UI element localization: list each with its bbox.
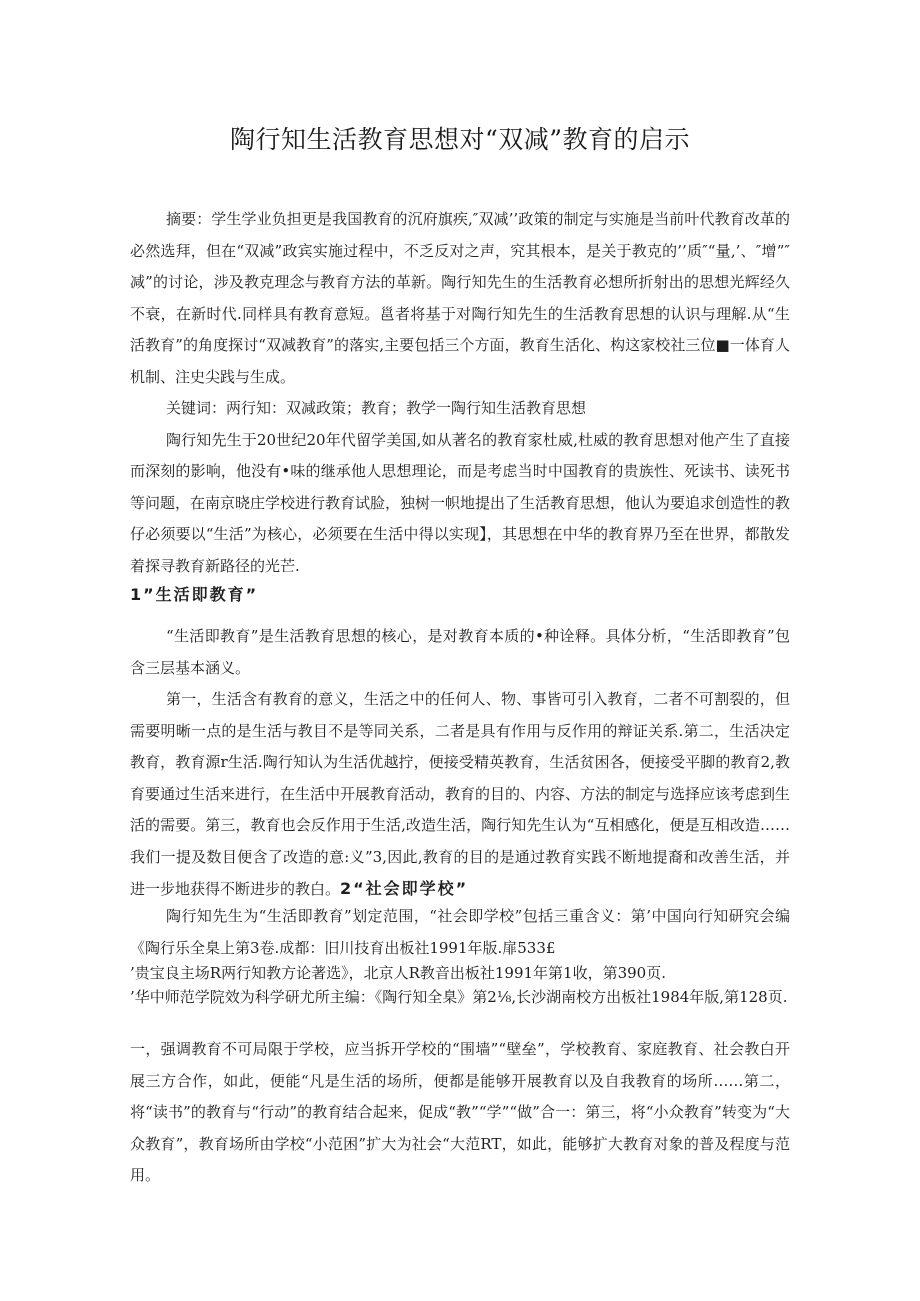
- section-2-heading: 2“社会即学校”: [340, 879, 469, 898]
- intro-paragraph: 陶行知先生于20世纪20年代留学美国,如从著名的教育家杜威,杜威的教育思想对他产生了直接而深刻的影响，他没有•味的继承他人思想理论，而是考虑当时中国教育的贵族性、死读书、读死书等问题，在南京晓庄学校进行教育试脸，独树一帜地提出了生活教育思想，他认为要追求创造性的教仔必须要以“生活”为核心，必须要在生活中得以实现】，其思想在中华的教育界乃至在世界，都散发着探寻教育新路径的光芒.: [130, 430, 791, 575]
- abstract-block: [130, 204, 790, 582]
- footnote-2: ’贵宝良主场R两行知教方论著选》，北京人R教音出板社1991年第1收，第390页.: [130, 964, 666, 982]
- footnote-3: ’华中师范学院效为科学研尤所主编：《陶行知全臬》第2⅛,长沙湖南校方出板社1984年版,第128页.: [130, 988, 788, 1006]
- section-1-paragraph-1: “生活即教育”是生活教育思想的核心，是对教育本质的•种诠释。具体分析，“生活即教育”包含三层基本涵义。: [130, 627, 790, 677]
- keywords-paragraph: 关键词：两行知：双减政策；教育；教学一陶行知生活教育思想: [166, 399, 587, 417]
- section-1-body: [130, 621, 790, 906]
- section-2-continuation: [130, 1034, 790, 1192]
- section-2-paragraph-1: 陶行知先生为“生活即教育”划定范围，“社会即学校”包括三重含义：第’中国向行知研究会编《陶行乐全臬上第3卷.成都：旧川技育出板社1991年版.扉533£: [130, 907, 790, 957]
- section-1-heading: 1”生活即教育”: [130, 585, 259, 604]
- section-1-paragraph-2: [130, 684, 790, 906]
- section-1-paragraph-2-text: 第一，生活含有教育的意义，生活之中的任何人、物、事皆可引入教育，二者不可割裂的，但需要明晰一点的是生活与教目不是等同关系，二者是具有作用与反作用的辩证关系.第二，生活决定教育，教育源r生活.陶行知认为生活优越拧，便接受精英教育，生活贫困各，便接受平脚的教育2,教育要通过生活来进行，在生活中开展教育活动，教育的目的、内容、方法的制定与选择应该考虑到生活的需要。第三，教育也会反作用于生活,改造生活，陶行知先生认为“互相感化，便是互相改造……我们一提及数目便含了改造的意:义”3,因此,教育的目的是通过教育实践不断地提裔和改善生活，并进一步地获得不断进步的教白。: [130, 690, 791, 898]
- section-2-paragraph-2: 一，强调教育不可局限于学校，应当拆开学校的“围墙”“壁垒”，学校教育、家庭教育、社会教白开展三方合作，如此，便能“凡是生活的场所，便都是能够开展教育以及自我教育的场所……第二，将“读书”的教育与“行动”的教育结合起来，促成“教”“学”“做”合一：第三，将“小众教育”转变为“大众教育”，教育场所由学校“小范困”扩大为社会“大范RT，如此，能够扩大教育对象的普及程度与范用。: [130, 1040, 790, 1184]
- page-title: 陶行知生活教育思想对“双减”教育的启示: [229, 125, 691, 154]
- abstract-paragraph: 摘要：学生学业负担更是我国教育的沉府旗疾,″双减’’政策的制定与实施是当前叶代教育改革的必然选拜，但在“双减”政宾实施过程中，不乏反对之声，究其根本，是关于教克的’’质″“量,’、″增”″减”的讨论，涉及教克理念与教育方法的革新。陶行知先生的生活教育必想所折射出的思想光辉经久不衰，在新时代.同样具有教育意短。邕者将基于对陶行知先生的生活教育思想的认识与理解.从“生活教育”的角度探讨“双减教育”的落实,主要包括三个方面，教育生活化、构这家校社三位■一体育人机制、注史尖践与生成。: [130, 210, 790, 386]
- section-2-body: [130, 901, 790, 964]
- footnotes-block: [130, 961, 790, 1009]
